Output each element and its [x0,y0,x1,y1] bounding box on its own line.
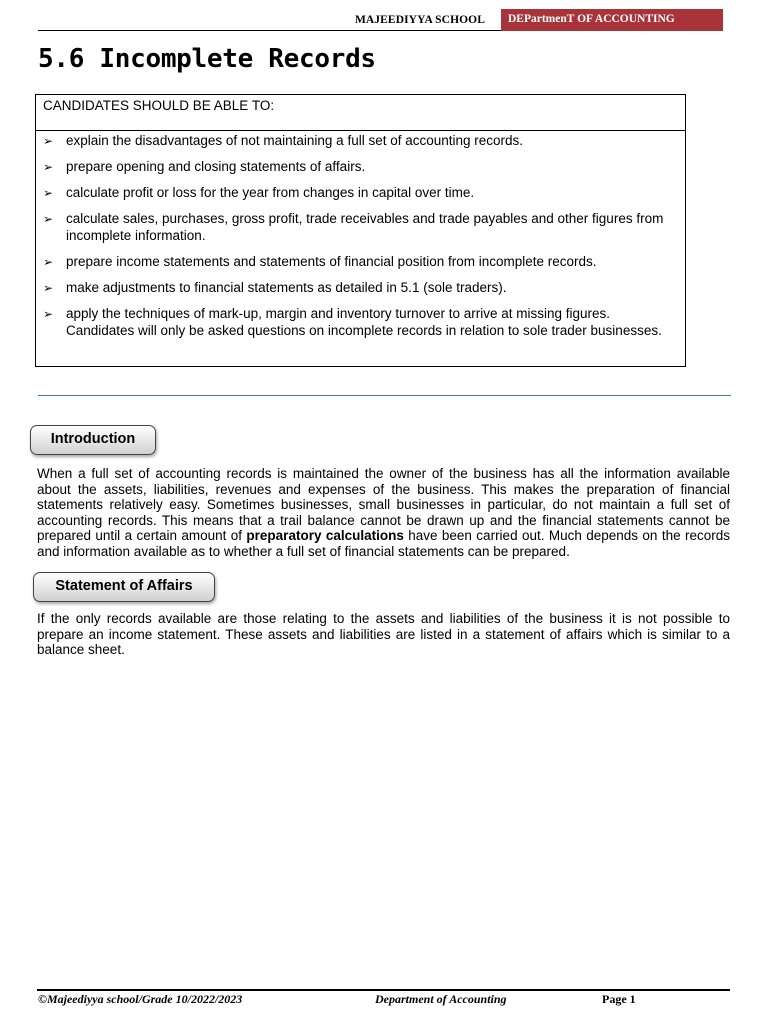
objective-item: ➢ prepare opening and closing statements of affairs. [43,159,366,174]
objectives-heading: CANDIDATES SHOULD BE ABLE TO: [36,95,685,131]
footer-copyright: ©Majeediyya school/Grade 10/2022/2023 [38,992,243,1006]
statement-of-affairs-paragraph: If the only records available are those relating to the assets and liabilities of the business it is not possible to prepare an income statement. These assets and liabilities are listed in a statement of affairs which is similar to a balance sheet. [37,611,730,657]
school-name: MAJEEDIYYA SCHOOL [354,14,485,26]
bold-term: preparatory calculations [246,528,404,543]
objective-item: ➢ explain the disadvantages of not maintaining a full set of accounting records. [43,133,524,148]
section-divider [38,395,731,396]
page-number: Page 1 [602,992,636,1006]
department-banner: DEPartmenT OF ACCOUNTING [501,9,723,31]
bullet-arrow-icon: ➢ [43,186,54,200]
bullet-arrow-icon: ➢ [43,255,54,269]
introduction-paragraph: When a full set of accounting records is maintained the owner of the business has all the information available about the assets, liabilities, revenues and expenses of the business. This makes the preparation of financial statements relatively easy. Sometimes businesses, small businesses in particular, do not maintain a full set of accounting records. This means that a trail balance cannot be drawn up and the financial statements cannot be prepared until a certain amount of preparatory calculations have been carried out. Much depends on the records and information available as to whether a full set of financial statements can be prepared. [37,466,730,559]
introduction-heading: Introduction [30,425,156,455]
bullet-arrow-icon: ➢ [43,281,54,295]
objective-item: ➢ prepare income statements and statements of financial position from incomplete records. [43,254,597,269]
objective-item: ➢ make adjustments to financial statements as detailed in 5.1 (sole traders). [43,280,507,295]
page-header [38,9,723,31]
objective-item: ➢ calculate profit or loss for the year from changes in capital over time. [43,185,475,200]
page-title: 5.6 Incomplete Records [38,44,376,74]
bullet-arrow-icon: ➢ [43,160,54,174]
footer-rule [37,989,730,991]
objective-item: ➢ apply the techniques of mark-up, margin and inventory turnover to arrive at missing figures. Candidates will only be asked questions on incomplete records in relation to sole trader businesses. [43,306,662,338]
footer-department: Department of Accounting [375,992,507,1006]
objective-item: ➢ calculate sales, purchases, gross profit, trade receivables and trade payables and other figures from incomplete information. [43,211,664,243]
bullet-arrow-icon: ➢ [43,134,54,148]
bullet-arrow-icon: ➢ [43,307,54,321]
statement-of-affairs-heading: Statement of Affairs [33,572,215,602]
header-rule [38,30,501,31]
bullet-arrow-icon: ➢ [43,212,54,226]
objectives-box [35,94,686,367]
